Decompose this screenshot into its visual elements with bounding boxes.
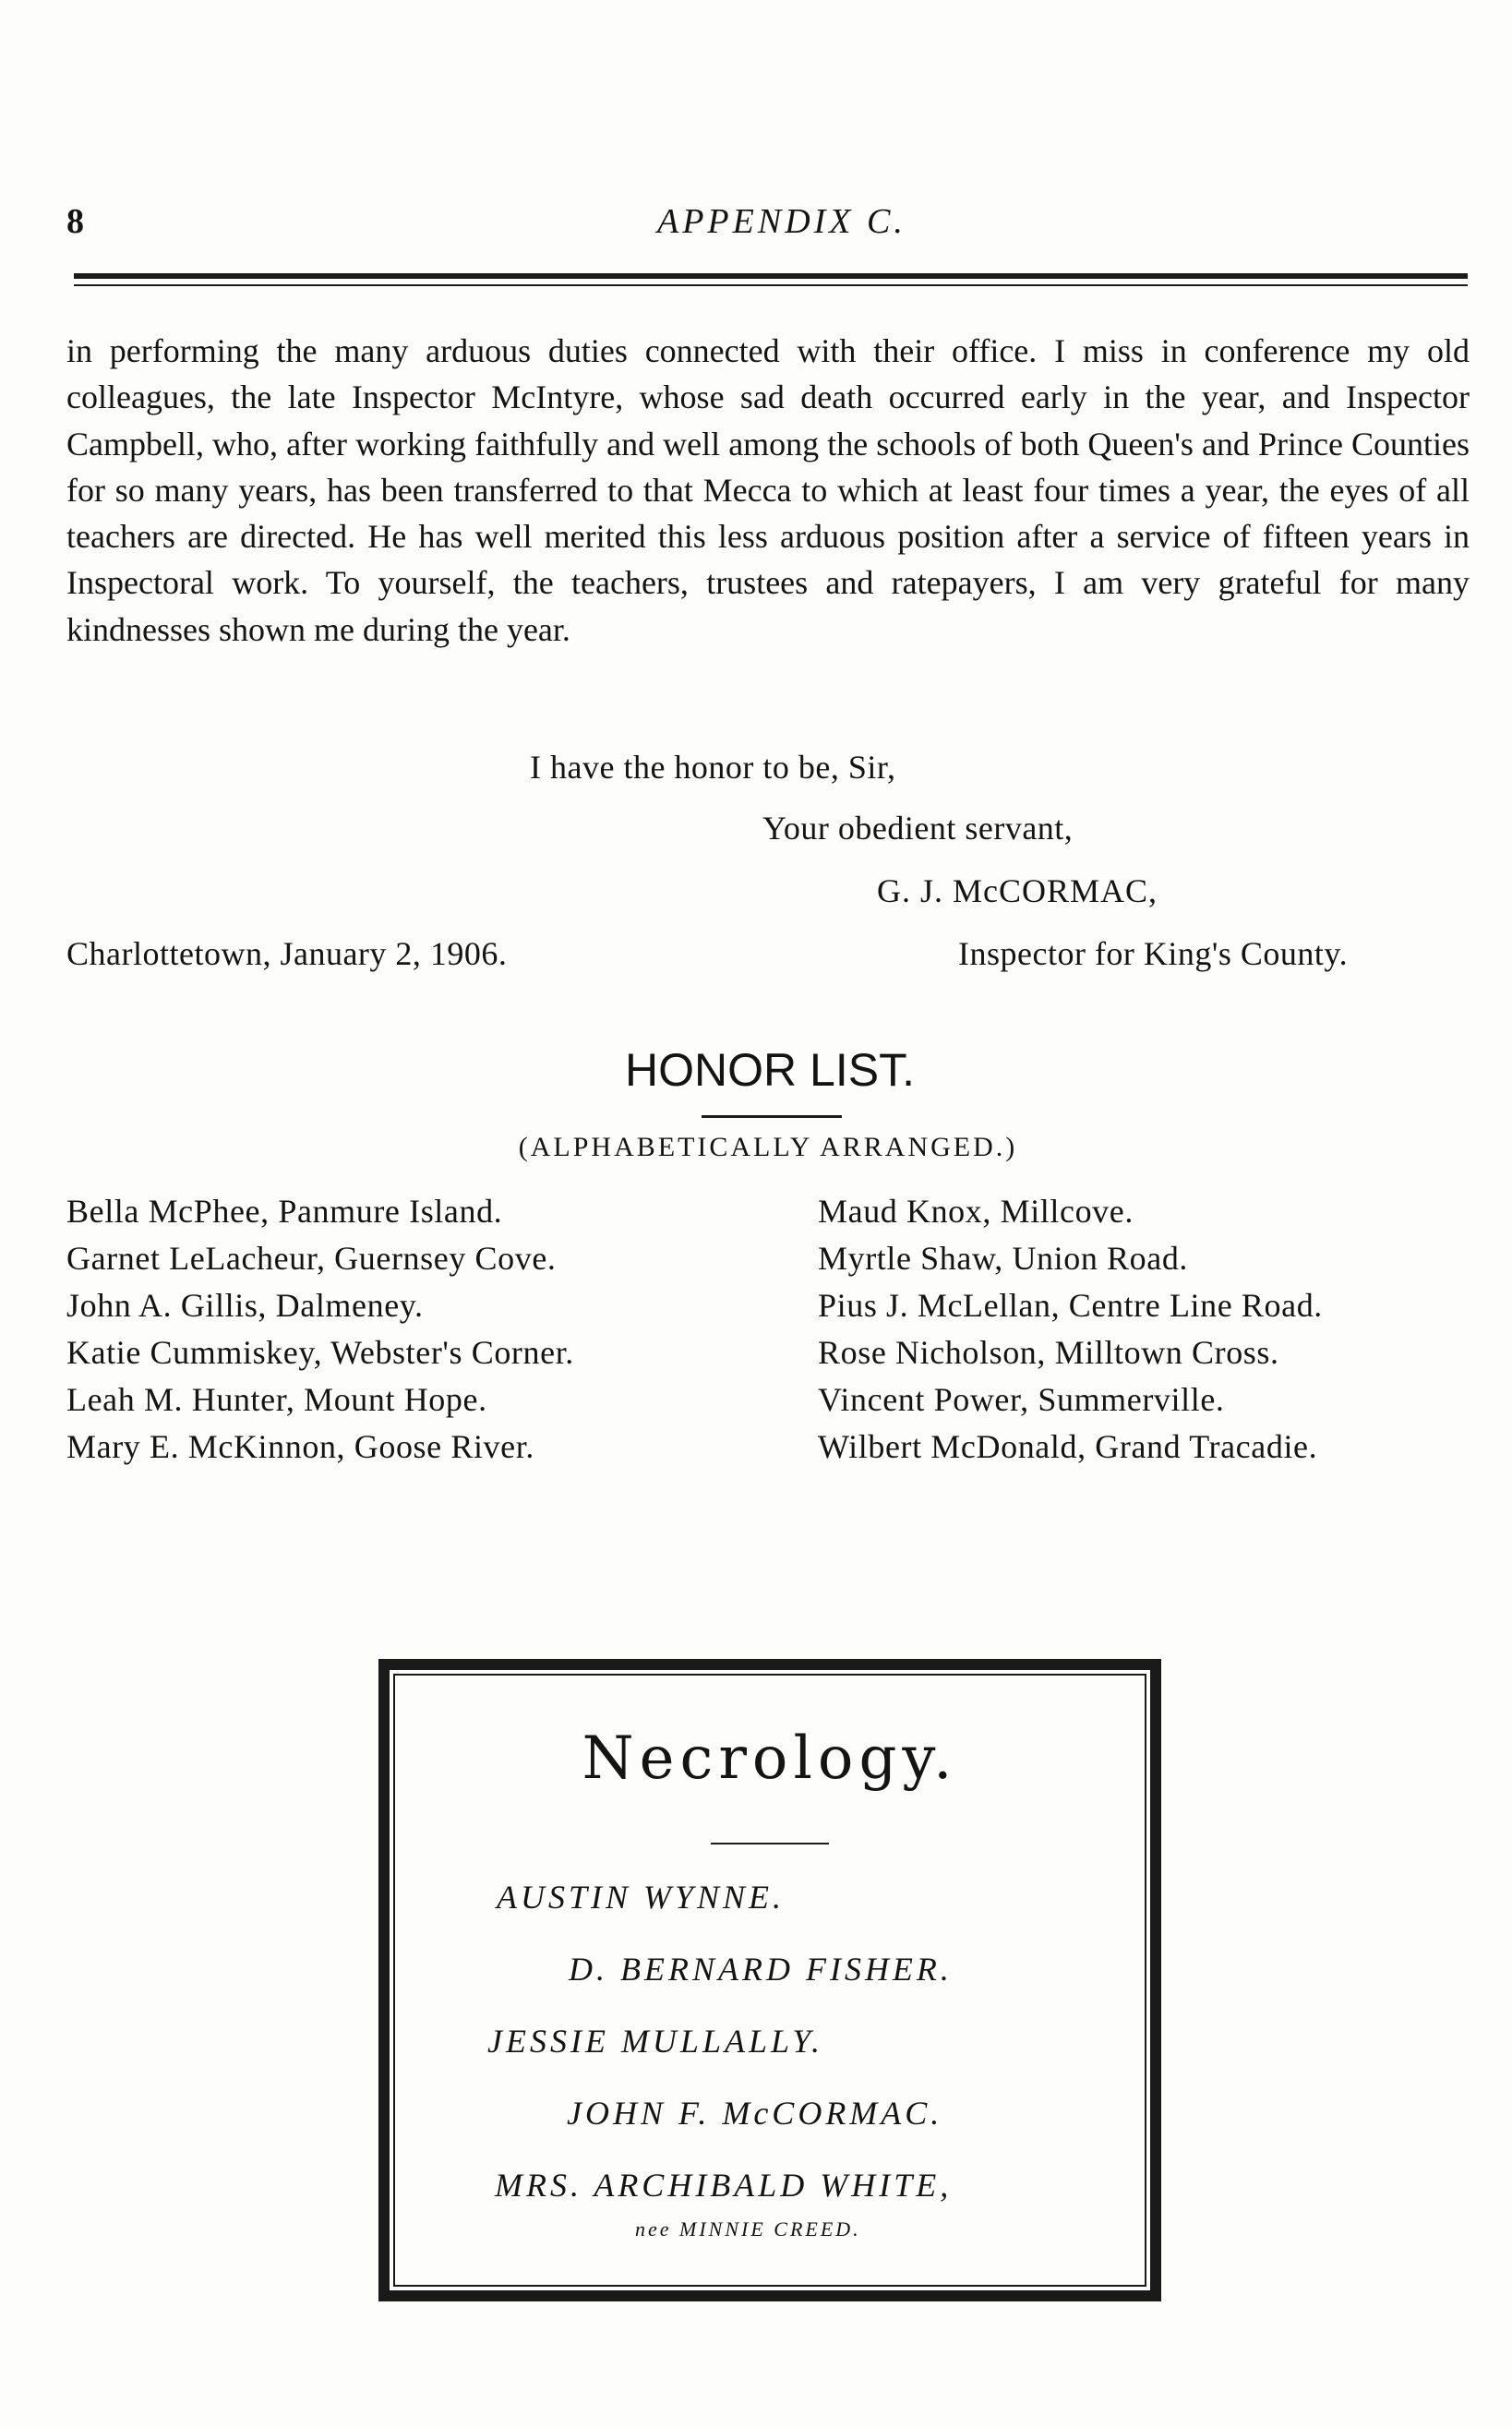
list-item: John A. Gillis, Dalmeney.	[66, 1287, 424, 1324]
necrology-name: JOHN F. McCORMAC.	[567, 2095, 943, 2132]
running-head: APPENDIX C.	[657, 202, 906, 241]
list-item: Vincent Power, Summerville.	[818, 1381, 1225, 1418]
header-rule-thick	[74, 273, 1468, 279]
list-item: Katie Cummiskey, Webster's Corner.	[66, 1334, 574, 1371]
necrology-name: D. BERNARD FISHER.	[569, 1951, 953, 1988]
necrology-nee: nee MINNIE CREED.	[635, 2217, 861, 2241]
list-item: Leah M. Hunter, Mount Hope.	[66, 1381, 487, 1418]
list-item: Wilbert McDonald, Grand Tracadie.	[818, 1428, 1318, 1465]
honor-list-left-column	[66, 1188, 574, 1471]
list-item: Garnet LeLacheur, Guernsey Cove.	[66, 1240, 557, 1277]
necrology-name: AUSTIN WYNNE.	[497, 1879, 786, 1916]
list-item: Bella McPhee, Panmure Island.	[66, 1193, 503, 1230]
necrology-name: MRS. ARCHIBALD WHITE,	[495, 2167, 953, 2204]
page-number: 8	[66, 202, 84, 241]
list-item: Rose Nicholson, Milltown Cross.	[818, 1334, 1279, 1371]
honor-list-rule	[702, 1115, 842, 1118]
place-date: Charlottetown, January 2, 1906.	[66, 935, 508, 972]
signer-name: G. J. McCORMAC,	[877, 872, 1158, 909]
list-item: Mary E. McKinnon, Goose River.	[66, 1428, 534, 1465]
list-item: Pius J. McLellan, Centre Line Road.	[818, 1287, 1323, 1324]
closing-servant: Your obedient servant,	[762, 810, 1074, 847]
header-rule-thin	[74, 284, 1468, 286]
closing-salutation: I have the honor to be, Sir,	[530, 749, 896, 786]
honor-list-subtitle: (ALPHABETICALLY ARRANGED.)	[518, 1132, 1018, 1162]
list-item: Myrtle Shaw, Union Road.	[818, 1240, 1189, 1277]
signer-title: Inspector for King's County.	[958, 935, 1349, 972]
necrology-rule	[711, 1843, 829, 1844]
body-paragraph: in performing the many arduous duties connected with their office. I miss in conference my old colleagues, the late Inspector McIntyre, whose sad death occurred early in the year, and Inspector Campbell, who, after working faithfully and well among the schools of both Queen's and Prince Counties for so many years, has been transferred to that Mecca to which at least four times a year, the eyes of all teachers are directed. He has well merited this less arduous position after a service of fifteen years in Inspectoral work. To yourself, the teachers, trustees and ratepayers, I am very grateful for many kindnesses shown me during the year.	[66, 332, 1470, 648]
list-item: Maud Knox, Millcove.	[818, 1193, 1134, 1230]
honor-list-title: HONOR LIST.	[625, 1044, 915, 1096]
honor-list-right-column	[818, 1188, 1323, 1471]
necrology-name: JESSIE MULLALLY.	[487, 2023, 824, 2060]
necrology-title: Necrology.	[582, 1724, 958, 1793]
